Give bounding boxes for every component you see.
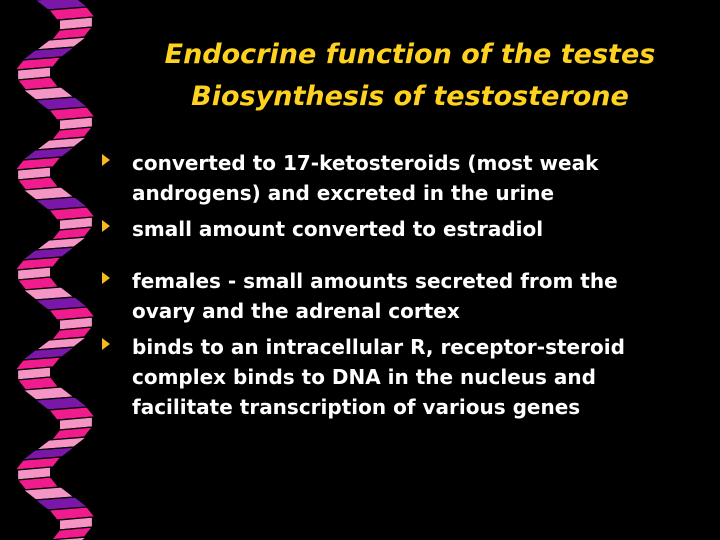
bullet-text	[132, 332, 692, 422]
bullet-line: binds to an intracellular R, receptor-steroid	[132, 335, 625, 359]
triangle-bullet-icon	[102, 220, 110, 232]
triangle-bullet-icon	[102, 338, 110, 350]
bullet-line: small amount converted to estradiol	[132, 217, 544, 241]
triangle-bullet-icon	[102, 272, 110, 284]
bullet-line: converted to 17-ketosteroids (most weak	[132, 151, 599, 175]
title-line-1: Endocrine function of the testes	[164, 39, 656, 70]
bullet-line: facilitate transcription of various genes	[132, 395, 581, 419]
bullet-text	[132, 266, 692, 326]
bullet-line: females - small amounts secreted from the	[132, 269, 618, 293]
title-line-2: Biosynthesis of testosterone	[191, 81, 629, 112]
bullet-text	[132, 214, 692, 244]
bullet-line: complex binds to DNA in the nucleus and	[132, 365, 596, 389]
bullet-line: ovary and the adrenal cortex	[132, 299, 460, 323]
bullet-line: androgens) and excreted in the urine	[132, 181, 555, 205]
triangle-bullet-icon	[102, 154, 110, 166]
bullet-text	[132, 148, 692, 208]
